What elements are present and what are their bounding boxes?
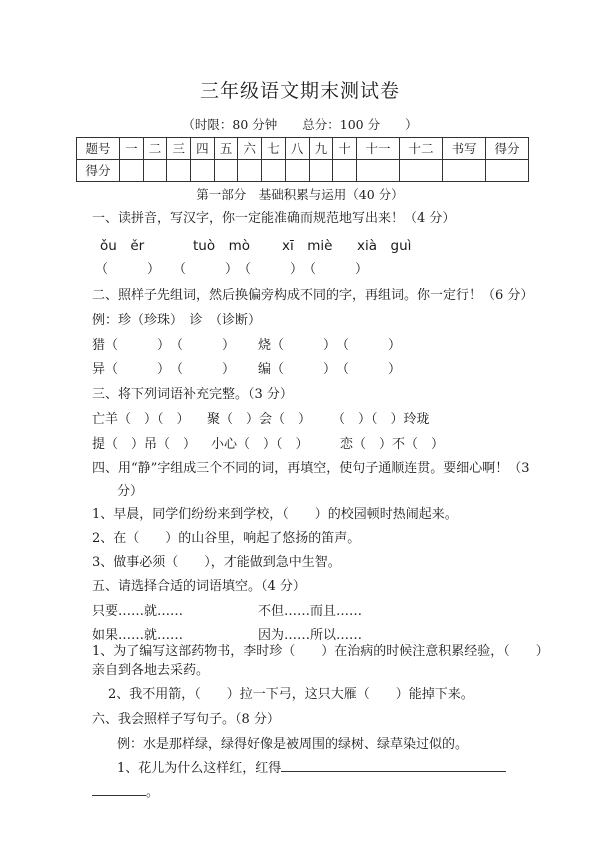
score-input-cell[interactable] [238, 160, 262, 182]
q6-item-1-end: 。 [146, 785, 160, 800]
score-input-cell[interactable] [214, 160, 238, 182]
q1-pinyin-3: xī miè [282, 238, 333, 254]
q3-heading: 三、将下列词语补充完整。（3 分） [92, 387, 293, 402]
q1-pinyin-2: tuò mò [193, 238, 251, 254]
table-cell: 二 [143, 138, 167, 160]
table-cell: 五 [214, 138, 238, 160]
q5-item-1-line2: 亲自到各地去采药。 [92, 663, 210, 678]
q1-pinyin-1: ǒu ěr [100, 238, 145, 254]
table-cell: 得分 [77, 160, 120, 182]
table-cell: 一 [120, 138, 144, 160]
q6-example: 例：水是那样绿，绿得好像是被周围的绿树、绿草染过似的。 [117, 737, 469, 752]
q3-row2-item3[interactable]: 恋（ ）不（ ） [340, 437, 445, 452]
q2-row2-left[interactable]: 异（ ） （ ） [92, 362, 236, 377]
q3-row2-item2[interactable]: 小心（ ）（ ） [211, 437, 309, 452]
score-input-cell[interactable] [486, 160, 529, 182]
table-cell: 题号 [77, 138, 120, 160]
table-cell: 三 [167, 138, 191, 160]
q1-answer-blanks[interactable]: （ ） （ ） （ ） （ ） [95, 262, 369, 277]
q5-option-3: 如果……就…… [92, 628, 184, 643]
table-cell: 四 [191, 138, 215, 160]
score-input-cell[interactable] [333, 160, 357, 182]
table-cell: 十二 [400, 138, 443, 160]
q3-row1-item1[interactable]: 亡羊（ ）（ ） [92, 412, 190, 427]
table-cell: 得分 [486, 138, 529, 160]
q6-item-1 [117, 761, 506, 777]
q6-answer-line[interactable] [281, 771, 506, 772]
q5-heading: 五、请选择合适的词语填空。（4 分） [92, 579, 306, 594]
q2-row1-left[interactable]: 猎（ ） （ ） [92, 338, 236, 353]
q5-option-1: 只要……就…… [92, 604, 184, 619]
table-cell: 六 [238, 138, 262, 160]
q4-item-2[interactable]: 2、在（ ）的山谷里，响起了悠扬的笛声。 [92, 531, 361, 546]
q6-item-1-cont [92, 785, 159, 801]
q4-item-1[interactable]: 1、早晨，同学们纷纷来到学校，（ ）的校园顿时热闹起来。 [92, 507, 458, 522]
score-input-cell[interactable] [191, 160, 215, 182]
score-input-cell[interactable] [443, 160, 486, 182]
table-cell: 书写 [443, 138, 486, 160]
q5-item-2[interactable]: 2、我不用箭，（ ）拉一下弓，这只大雁（ ）能掉下来。 [108, 687, 474, 702]
q4-heading-cont: 分） [117, 484, 144, 499]
q1-heading: 一、读拼音，写汉字，你一定能准确而规范地写出来！（4 分） [92, 211, 456, 226]
score-table-header-row [77, 138, 529, 160]
score-input-cell[interactable] [143, 160, 167, 182]
q2-heading: 二、照样子先组词，然后换偏旁构成不同的字，再组词。你一定行！（6 分） [92, 288, 534, 303]
score-input-cell[interactable] [285, 160, 309, 182]
score-table [76, 137, 529, 182]
score-input-cell[interactable] [262, 160, 286, 182]
score-input-cell[interactable] [167, 160, 191, 182]
exam-time-and-score: （时限：80 分钟 总分：100 分 ） [182, 117, 418, 132]
q5-option-4: 因为……所以…… [258, 628, 363, 643]
table-cell: 十一 [357, 138, 400, 160]
part1-heading: 第一部分 基础积累与运用（40 分） [196, 187, 404, 202]
score-input-cell[interactable] [400, 160, 443, 182]
score-input-cell[interactable] [357, 160, 400, 182]
q3-row1-item2[interactable]: 聚（ ）会（ ） [207, 412, 312, 427]
q2-row2-right[interactable]: 编（ ） （ ） [258, 362, 402, 377]
page-title: 三年级语文期末测试卷 [199, 80, 400, 102]
q2-example: 例：珍（珍珠） 诊 （诊断） [92, 313, 262, 328]
table-cell: 十 [333, 138, 357, 160]
table-cell: 九 [309, 138, 333, 160]
q1-pinyin-4: xià guì [357, 238, 412, 254]
q3-row1-item3[interactable]: （ ）（ ）玲珑 [332, 412, 430, 427]
q5-item-1-line1[interactable]: 1、为了编写这部药物书，李时珍（ ）在治病的时候注意积累经验，（ ） [92, 644, 549, 659]
score-input-cell[interactable] [309, 160, 333, 182]
q6-item-1-prompt: 1、花儿为什么这样红，红得 [117, 761, 282, 776]
q3-row2-item1[interactable]: 提（ ）吊（ ） [92, 437, 197, 452]
q2-row1-right[interactable]: 烧（ ） （ ） [258, 338, 402, 353]
q4-heading: 四、用“静”字组成三个不同的词，再填空，使句子通顺连贯。要细心啊！（3 [92, 461, 530, 476]
table-cell: 八 [285, 138, 309, 160]
table-cell: 七 [262, 138, 286, 160]
q4-item-3[interactable]: 3、做事必须（ ），才能做到急中生智。 [92, 555, 341, 570]
score-input-cell[interactable] [120, 160, 144, 182]
q6-answer-line-cont[interactable] [92, 795, 146, 796]
score-table-score-row [77, 160, 529, 182]
q6-heading: 六、我会照样子写句子。（8 分） [92, 712, 280, 727]
q5-option-2: 不但……而且…… [258, 604, 363, 619]
